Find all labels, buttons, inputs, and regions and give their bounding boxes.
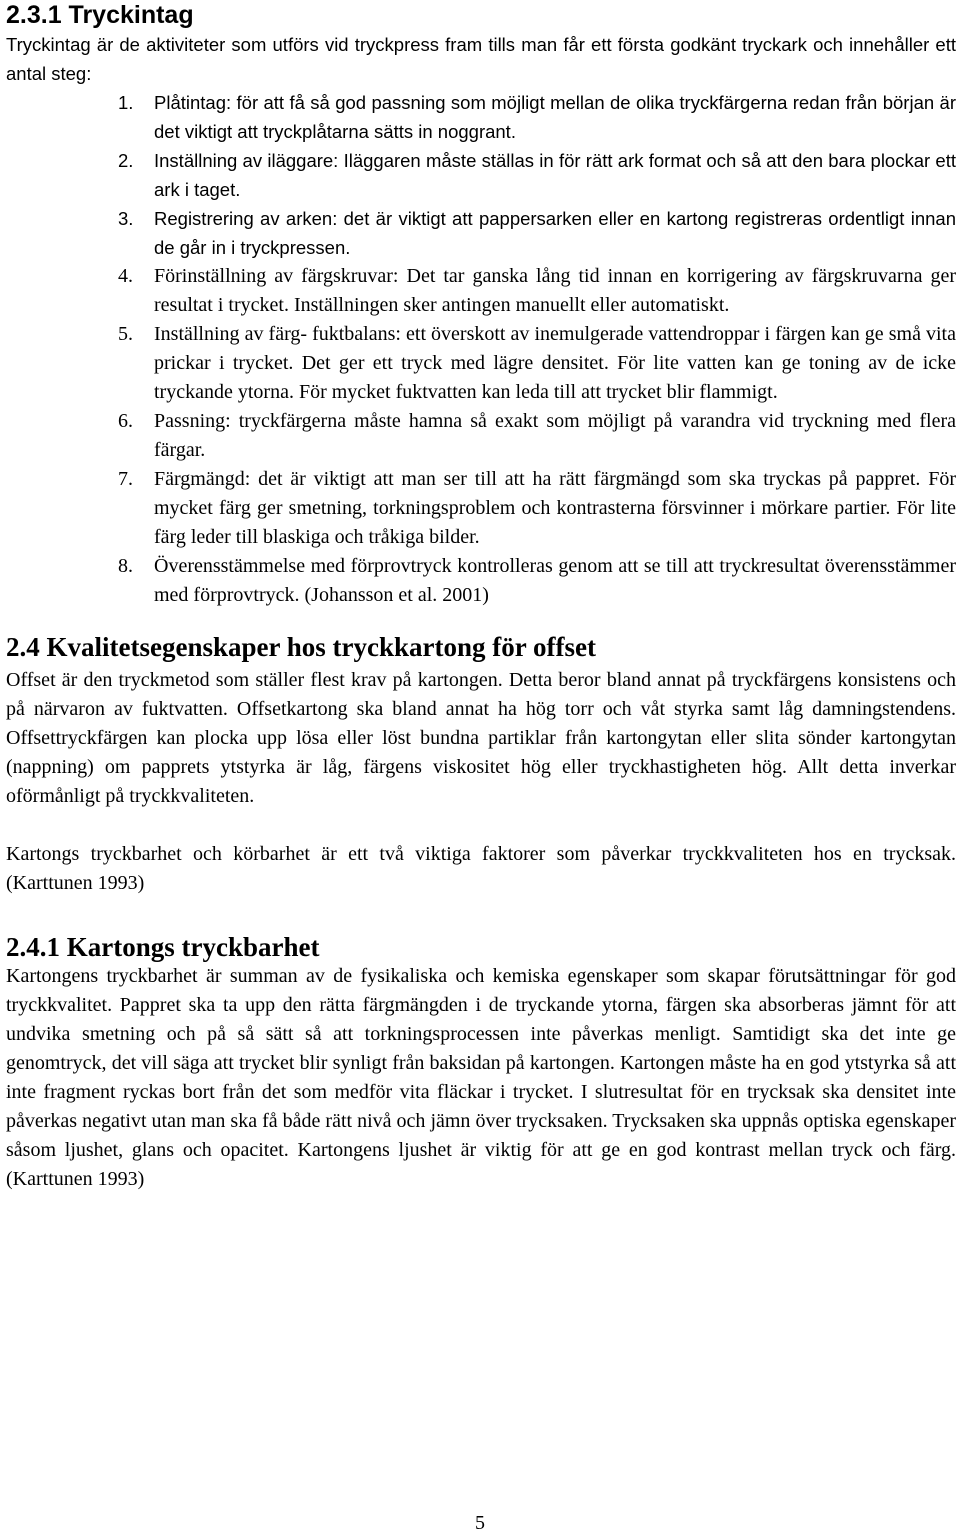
section-intro: Tryckintag är de aktiviteter som utförs vid tryckpress fram tills man får ett första godkänt tryckark och innehåller ett antal steg: [6,34,956,84]
list-item-number: 1. [118,92,134,113]
list-item [6,88,956,146]
list-item-text: Inställning av färg- fuktbalans: ett överskott av inemulgerade vattendroppar i färgen kan ge små vita prickar i trycket. Det ger ett tryck med lägre densitet. För lite vatten kan ge toning av de icke tryckande ytorna. För mycket fuktvatten kan leda till att trycket blir flammigt. [154,323,956,403]
section-paragraph: Kartongs tryckbarhet och körbarhet är ett två viktiga faktorer som påverkar tryckkvaliteten hos en trycksak. (Karttunen 1993) [6,843,956,894]
list-item [6,146,956,204]
list-item-number: 4. [118,265,133,287]
list-item-number: 5. [118,323,133,345]
list-item-number: 6. [118,410,133,432]
list-item-number: 2. [118,150,134,171]
list-item [6,262,956,320]
page-number: 5 [475,1512,485,1534]
section-heading-2-4: 2.4 Kvalitetsegenskaper hos tryckkartong för offset [6,632,596,662]
section-heading-2-3-1: 2.3.1 Tryckintag [6,1,194,29]
list-item [6,465,956,552]
list-item-text: Inställning av iläggare: Iläggaren måste ställas in för rätt ark format och så att den bara plockar ett ark i taget. [154,150,956,200]
list-item-text: Registrering av arken: det är viktigt att pappersarken eller en kartong registreras ordentligt innan de går in i tryckpressen. [154,208,956,258]
document-page [6,0,956,1194]
list-item [6,552,956,610]
list-item [6,407,956,465]
list-item-text: Plåtintag: för att få så god passning som möjligt mellan de olika tryckfärgerna redan från början är det viktigt att tryckplåtarna sätts in noggrant. [154,92,956,142]
section-heading-2-4-1: 2.4.1 Kartongs tryckbarhet [6,932,320,962]
list-item [6,204,956,262]
steps-list [6,88,956,610]
section-paragraph: Offset är den tryckmetod som ställer flest krav på kartongen. Detta beror bland annat på tryckfärgens konsistens och på närvaron av fuktvatten. Offsetkartong ska bland annat ha hög torr och våt styrka samt låg damningstendens. Offsettryckfärgen kan plocka upp lösa eller löst bundna partiklar från kartongytan eller slita sönder kartongytan (nappning) om papprets ytstyrka är låg, färgens viskositet hög eller tryckhastigheten hög. Allt detta inverkar oförmånligt på tryckkvaliteten. [6,669,956,807]
list-item-text: Överensstämmelse med förprovtryck kontrolleras genom att se till att tryckresultat överensstämmer med förprovtryck. (Johansson et al. 2001) [154,555,956,606]
list-item-number: 7. [118,468,133,490]
list-item-number: 8. [118,555,133,577]
list-item-text: Passning: tryckfärgerna måste hamna så exakt som möjligt på varandra vid tryckning med flera färgar. [154,410,956,461]
list-item-text: Förinställning av färgskruvar: Det tar ganska lång tid innan en korrigering av färgskruvarna ger resultat i trycket. Inställningen sker antingen manuellt eller automatiskt. [154,265,956,316]
list-item-number: 3. [118,208,134,229]
section-paragraph: Kartongens tryckbarhet är summan av de fysikaliska och kemiska egenskaper som skapar förutsättningar för god tryckkvalitet. Pappret ska ta upp den rätta färgmängden i de tryckande ytorna, färgen ska absorberas jämnt för att undvika smetning och på så sätt så att torkningsprocessen inte påverkas menligt. Samtidigt ska det inte ge genomtryck, det vill säga att trycket blir synligt från baksidan på kartongen. Kartongen måste ha en god ytstyrka så att inte fragment ryckas bort från det som medför vita fläckar i trycket. I slutresultat för en trycksak ska densitet inte påverkas negativt utan man ska få både rätt nivå och jämn över trycksaken. Trycksaken ska uppnås optiska egenskaper såsom ljushet, glans och opacitet. Kartongens ljushet är viktig för att ge en god kontrast mellan tryck och färg. (Karttunen 1993) [6,965,956,1190]
list-item [6,320,956,407]
list-item-text: Färgmängd: det är viktigt att man ser till att ha rätt färgmängd som ska tryckas på pappret. För mycket färg ger smetning, torkningsproblem och kontrasterna försvinner i mörkare partier. För lite färg leder till blaskiga och tråkiga bilder. [154,468,956,548]
